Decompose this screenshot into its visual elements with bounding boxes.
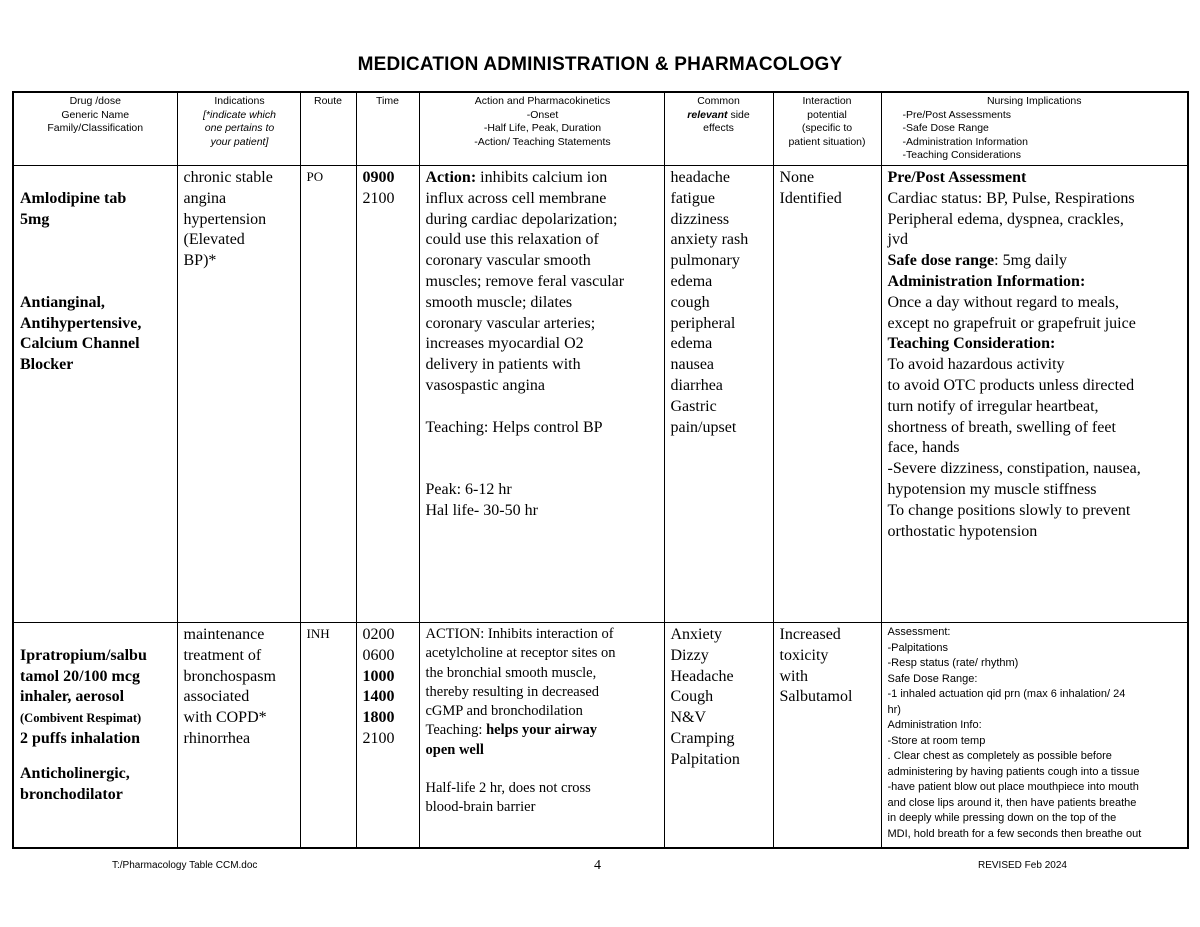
- header-interaction: Interaction potential (specific to patient situation): [773, 92, 881, 166]
- route-cell: INH: [300, 623, 356, 849]
- header-action: Action and Pharmacokinetics -Onset -Half Life, Peak, Duration -Action/ Teaching Statements: [419, 92, 664, 166]
- time-cell: 0900 2100: [356, 166, 419, 623]
- time-cell: 0200 0600 1000 1400 1800 2100: [356, 623, 419, 849]
- indications-cell: chronic stable angina hypertension (Elevated BP)*: [177, 166, 300, 623]
- header-nursing: Nursing Implications -Pre/Post Assessments -Safe Dose Range -Administration Information -Teaching Considerations: [881, 92, 1188, 166]
- header-route: Route: [300, 92, 356, 166]
- footer-page-number: 4: [594, 858, 601, 873]
- drug-cell: Amlodipine tab 5mg Antianginal, Antihypertensive, Calcium Channel Blocker: [13, 166, 177, 623]
- interaction-cell: Increased toxicity with Salbutamol: [773, 623, 881, 849]
- medication-table: [12, 91, 1189, 849]
- footer-file-path: T:/Pharmacology Table CCM.doc: [112, 860, 258, 871]
- side-effects-cell: Anxiety Dizzy Headache Cough N&V Cramping Palpitation: [664, 623, 773, 849]
- page-title: MEDICATION ADMINISTRATION & PHARMACOLOGY: [357, 54, 843, 75]
- interaction-cell: None Identified: [773, 166, 881, 623]
- action-cell: ACTION: Inhibits interaction of acetylcholine at receptor sites on the bronchial smooth muscle, thereby resulting in decreased cGMP and bronchodilation Teaching: helps your airway open well Half-life 2 hr, does not cross blood-brain barrier: [419, 623, 664, 849]
- header-time: Time: [356, 92, 419, 166]
- action-cell: Action: inhibits calcium ion influx across cell membrane during cardiac depolarization; could use this relaxation of coronary vascular smooth muscles; remove feral vascular smooth muscle; dilates coronary vascular arteries; increases myocardial O2 delivery in patients with vasospastic angina Teaching: Helps control BP Peak: 6-12 hr Hal life- 30-50 hr: [419, 166, 664, 623]
- table-row: [13, 166, 1188, 623]
- header-drug: Drug /dose Generic Name Family/Classification: [13, 92, 177, 166]
- indications-cell: maintenance treatment of bronchospasm associated with COPD* rhinorrhea: [177, 623, 300, 849]
- header-indications: Indications [*indicate which one pertains to your patient]: [177, 92, 300, 166]
- side-effects-cell: headache fatigue dizziness anxiety rash pulmonary edema cough peripheral edema nausea diarrhea Gastric pain/upset: [664, 166, 773, 623]
- footer-revised-date: REVISED Feb 2024: [978, 860, 1067, 871]
- page-footer: [0, 858, 1200, 878]
- route-cell: PO: [300, 166, 356, 623]
- table-row: [13, 623, 1188, 849]
- header-side-effects: Common relevant side effects: [664, 92, 773, 166]
- drug-cell: Ipratropium/salbu tamol 20/100 mcg inhaler, aerosol (Combivent Respimat) 2 puffs inhalation Anticholinergic, bronchodilator: [13, 623, 177, 849]
- nursing-cell: Pre/Post Assessment Cardiac status: BP, Pulse, Respirations Peripheral edema, dyspnea, crackles, jvd Safe dose range: 5mg daily Administration Information: Once a day without regard to meals, except no grapefruit or grapefruit juice Teaching Consideration: To avoid hazardous activity to avoid OTC products unless directed turn notify of irregular heartbeat, shortness of breath, swelling of feet face, hands -Severe dizziness, constipation, nausea, hypotension my muscle stiffness To change positions slowly to prevent orthostatic hypotension: [881, 166, 1188, 623]
- header-row: [13, 92, 1188, 166]
- nursing-cell: Assessment: -Palpitations -Resp status (rate/ rhythm) Safe Dose Range: -1 inhaled actuation qid prn (max 6 inhalation/ 24 hr) Administration Info: -Store at room temp . Clear chest as completely as possible before administering by having patients cough into a tissue -have patient blow out place mouthpiece into mouth and close lips around it, then have patients breathe in deeply while pressing down on the top of the MDI, hold breath for a few seconds then breathe out: [881, 623, 1188, 849]
